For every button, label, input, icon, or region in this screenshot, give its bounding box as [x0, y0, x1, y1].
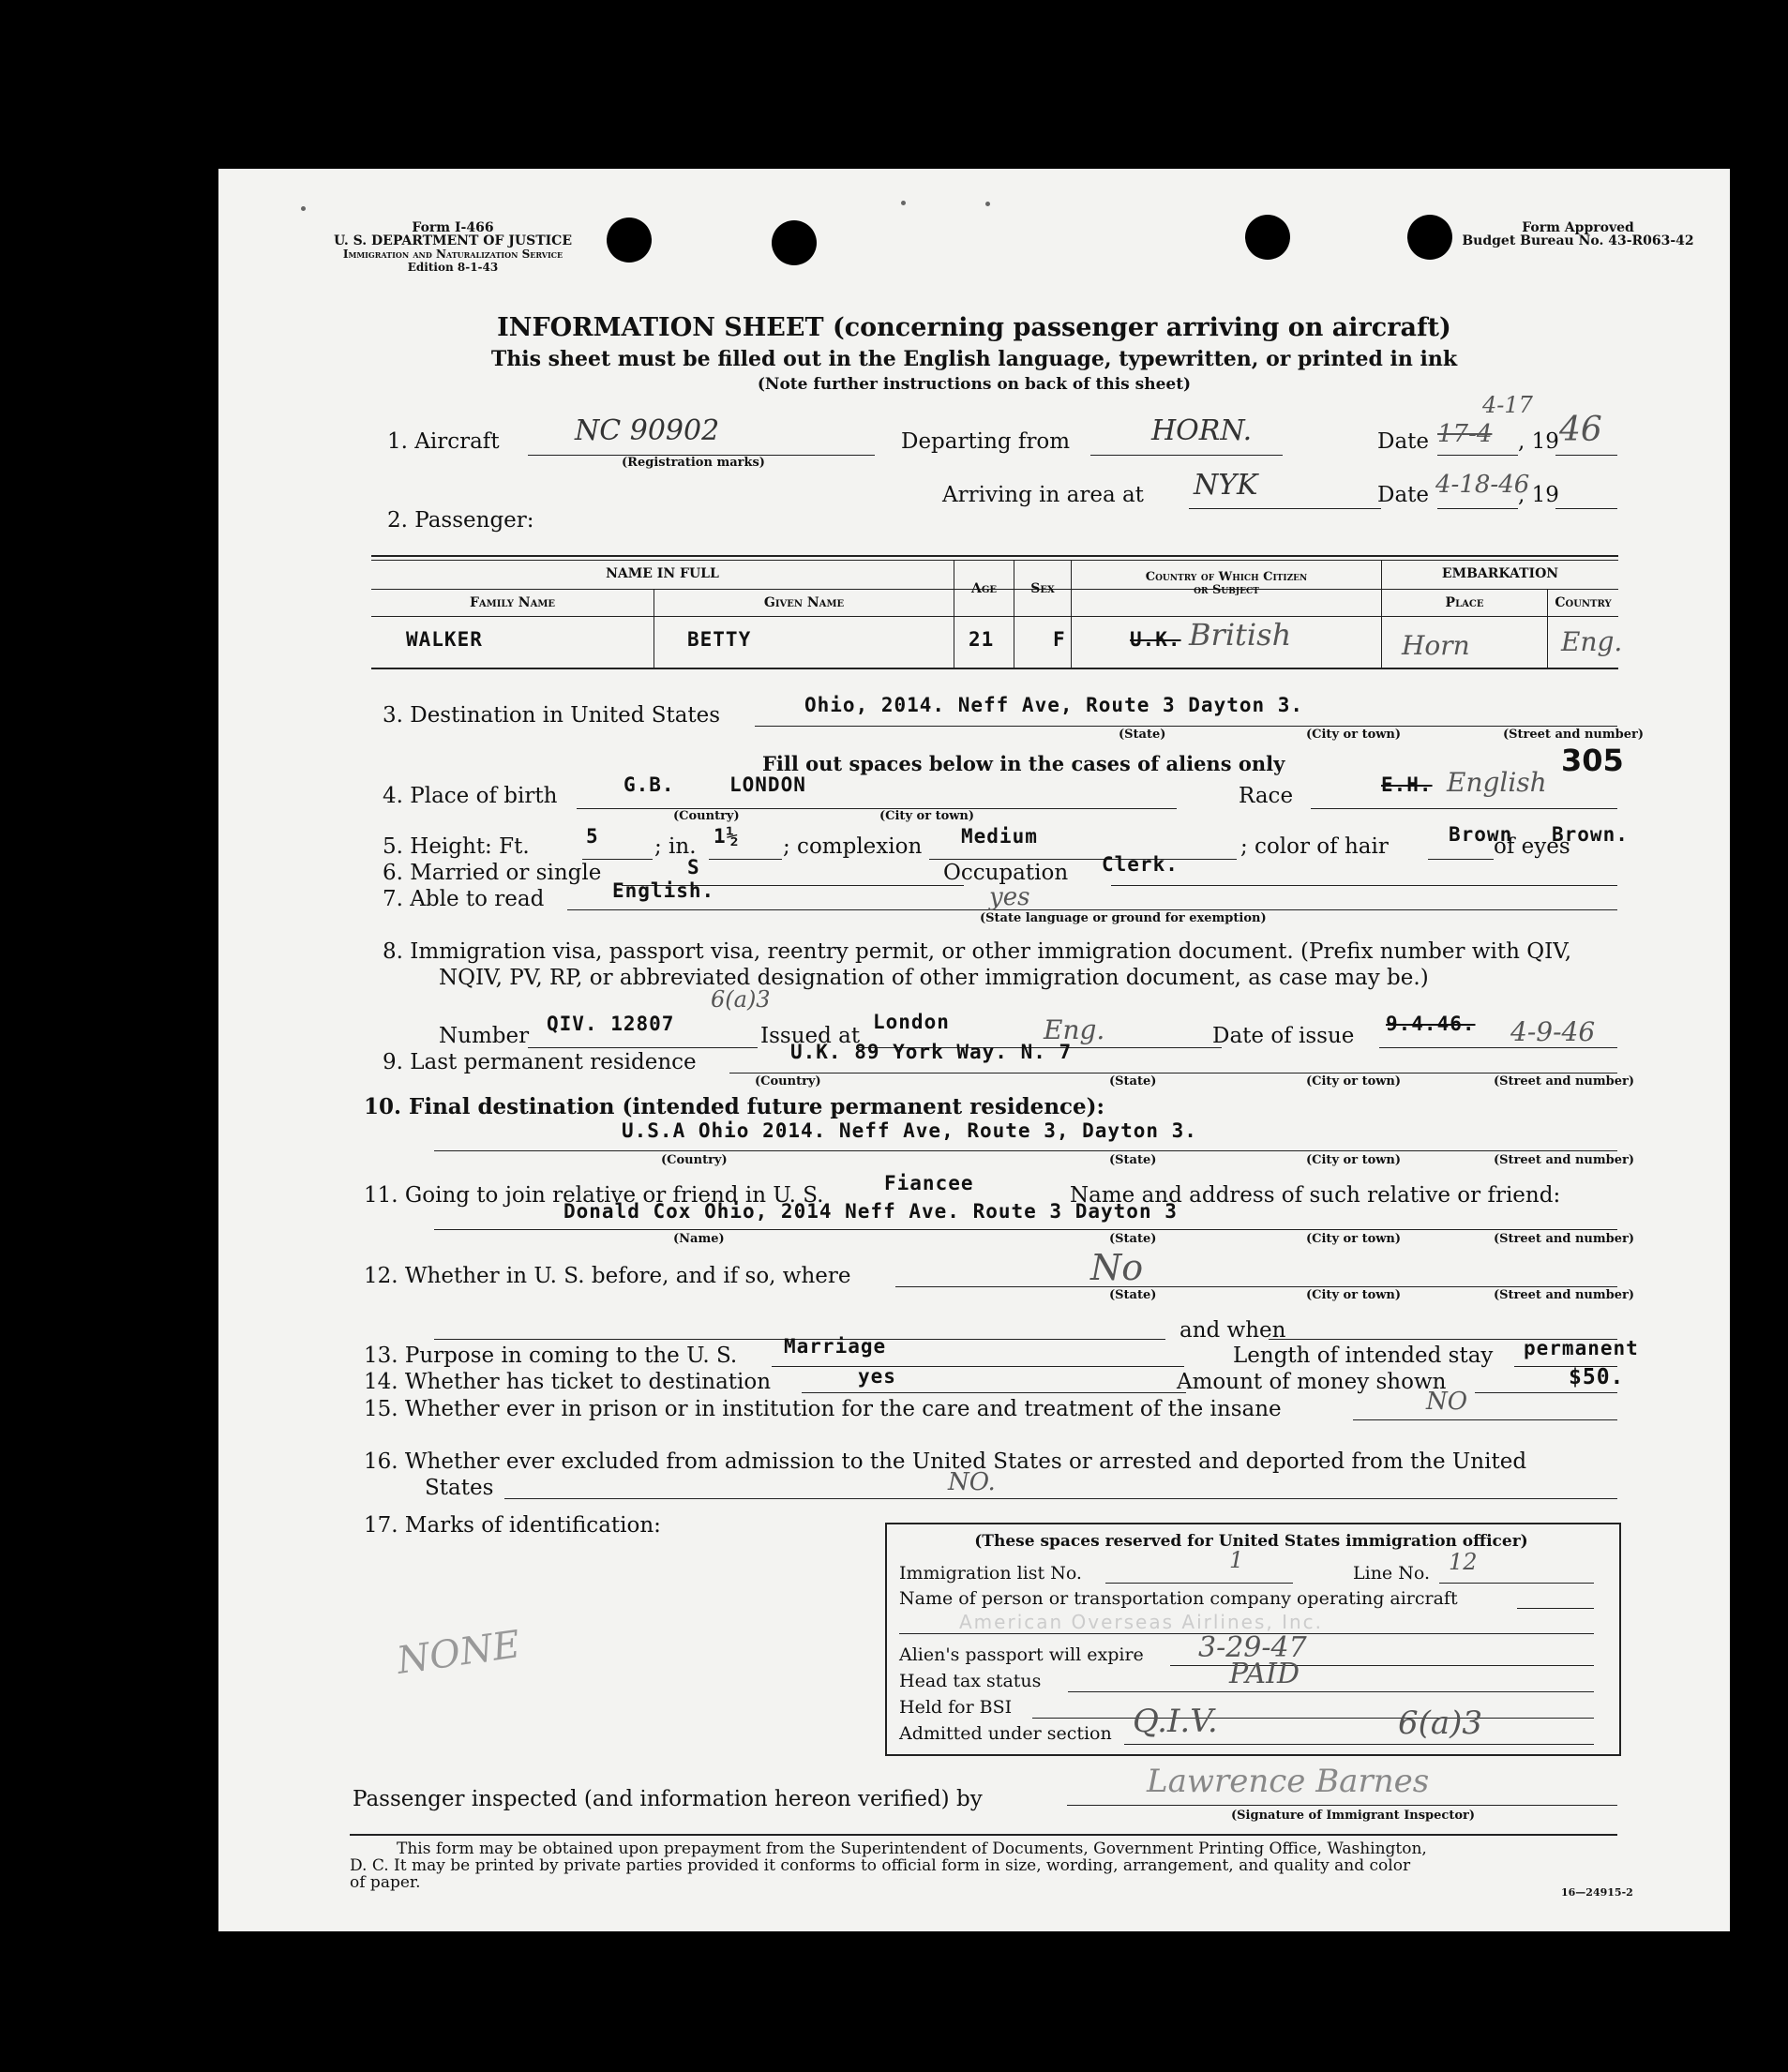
budget-number: Budget Bureau No. 43-R063-42	[1462, 233, 1694, 248]
embarkation-header: EMBARKATION	[1441, 566, 1559, 581]
form-subtitle: This sheet must be filled out in the English language, typewritten, or printed in ink	[490, 347, 1458, 371]
eyes-value: Brown.	[1552, 823, 1629, 846]
ticket-label: 14. Whether has ticket to destination	[364, 1370, 772, 1394]
inch-label: ; in.	[654, 834, 697, 859]
depart-year: 46	[1559, 411, 1602, 449]
visa-number-handwritten: 6(a)3	[711, 986, 771, 1013]
aircraft-value: NC 90902	[575, 414, 720, 447]
relative-label-b: Name and address of such relative or friend:	[1070, 1183, 1561, 1208]
age-header: Age	[970, 581, 998, 596]
money-label: Amount of money shown	[1177, 1370, 1447, 1394]
issue-date-struck: 9.4.46.	[1386, 1013, 1476, 1035]
inspector-signature: Lawrence Barnes	[1147, 1763, 1430, 1800]
birth-cap-country: (Country)	[673, 809, 740, 823]
before-cap-city: (City or town)	[1306, 1288, 1402, 1302]
before-when-label: and when	[1179, 1318, 1286, 1343]
before-cap-state: (State)	[1109, 1288, 1157, 1302]
footer-text-2: D. C. It may be printed by private parties provided it conforms to official form in size, wording, arrangement, and quality and color	[350, 1856, 1411, 1875]
footer-rule	[350, 1834, 1617, 1836]
occupation-label: Occupation	[943, 861, 1069, 885]
race-typed: E.H.	[1381, 773, 1433, 796]
section-value-b: 6(a)3	[1398, 1704, 1483, 1742]
residence-cap-country: (Country)	[755, 1074, 821, 1089]
line-no-value: 12	[1449, 1549, 1478, 1575]
height-in: 1½	[714, 825, 740, 848]
departing-label: Departing from	[901, 429, 1071, 454]
final-label: 10. Final destination (intended future permanent residence):	[364, 1094, 1105, 1119]
race-handwritten: English	[1447, 767, 1547, 798]
complexion-label: ; complexion	[783, 834, 923, 859]
final-value: U.S.A Ohio 2014. Neff Ave, Route 3, Dayton 3.	[622, 1119, 1197, 1142]
cap-city: (City or town)	[1306, 728, 1402, 742]
visa-number: QIV. 12807	[547, 1013, 675, 1035]
footer-text-1: This form may be obtained upon prepayment from the Superintendent of Documents, Government Printing Office, Washington,	[397, 1839, 1427, 1858]
excluded-label-1: 16. Whether ever excluded from admission to the United States or arrested and deported from the United	[364, 1449, 1527, 1474]
form-title: INFORMATION SHEET (concerning passenger arriving on aircraft)	[497, 313, 1451, 342]
passport-value: 3-29-47	[1198, 1631, 1307, 1664]
arriving-value: NYK	[1194, 469, 1258, 502]
ticket-value: yes	[858, 1365, 896, 1388]
tax-value: PAID	[1229, 1658, 1300, 1690]
service: Immigration and Naturalization Service	[342, 248, 563, 261]
aircraft-caption: (Registration marks)	[622, 456, 765, 470]
married-label: 6. Married or single	[383, 861, 602, 885]
form-note: (Note further instructions on back of this sheet)	[757, 375, 1192, 394]
embark-country-header: Country	[1555, 595, 1612, 610]
section-label: Admitted under section	[899, 1723, 1112, 1744]
read-handwritten: yes	[989, 883, 1030, 911]
race-label: Race	[1239, 784, 1294, 808]
final-cap-state: (State)	[1109, 1153, 1157, 1167]
relative-value: Donald Cox Ohio, 2014 Neff Ave. Route 3 Dayton 3	[563, 1200, 1178, 1223]
hair-value: Brown	[1449, 823, 1513, 846]
stamp-number: 305	[1561, 743, 1624, 778]
arrive-date: 4-18-46	[1435, 471, 1530, 499]
form-sheet	[218, 169, 1730, 1931]
purpose-label: 13. Purpose in coming to the U. S.	[364, 1344, 738, 1368]
read-value: English.	[612, 879, 715, 902]
before-cap-street: (Street and number)	[1494, 1288, 1634, 1302]
married-value: S	[687, 856, 700, 878]
punch-hole	[1407, 215, 1452, 260]
form-header-left	[218, 221, 687, 274]
aircraft-label: 1. Aircraft	[387, 429, 500, 454]
marks-label: 17. Marks of identification:	[364, 1513, 661, 1538]
approval-note: Form Approved	[1522, 220, 1634, 235]
arriving-label: Arriving in area at	[942, 483, 1144, 507]
residence-cap-street: (Street and number)	[1494, 1074, 1634, 1089]
passenger-label: 2. Passenger:	[387, 508, 534, 533]
relative-label-a: 11. Going to join relative or friend in U. S.	[364, 1183, 824, 1208]
birth-country: G.B.	[624, 773, 675, 796]
citizen-handwritten: British	[1189, 617, 1292, 653]
final-cap-city: (City or town)	[1306, 1153, 1402, 1167]
residence-cap-city: (City or town)	[1306, 1074, 1402, 1089]
family-name-header: Family Name	[469, 595, 556, 610]
age-value: 21	[969, 628, 995, 651]
birth-label: 4. Place of birth	[383, 784, 558, 808]
read-label: 7. Able to read	[383, 887, 545, 911]
arrive-year-prefix: , 19	[1518, 483, 1559, 507]
name-in-full-header: NAME IN FULL	[606, 566, 719, 581]
list-no-value: 1	[1229, 1547, 1244, 1573]
inspection-label: Passenger inspected (and information hereon verified) by	[353, 1787, 983, 1811]
passport-label: Alien's passport will expire	[899, 1644, 1144, 1665]
height-label: 5. Height: Ft.	[383, 834, 530, 859]
final-cap-country: (Country)	[661, 1153, 728, 1167]
relative-cap-name: (Name)	[673, 1232, 725, 1246]
residence-value: U.K. 89 York Way. N. 7	[790, 1041, 1073, 1063]
residence-label: 9. Last permanent residence	[383, 1050, 697, 1074]
line-no-label: Line No.	[1353, 1563, 1430, 1584]
depart-date-label: Date	[1377, 429, 1430, 454]
punch-hole	[772, 220, 817, 265]
arrive-date-label: Date	[1377, 483, 1430, 507]
destination-value: Ohio, 2014. Neff Ave, Route 3 Dayton 3.	[804, 694, 1304, 716]
print-code: 16—24915-2	[1561, 1886, 1633, 1899]
read-caption: (State language or ground for exemption)	[980, 911, 1267, 925]
given-name-value: BETTY	[687, 628, 752, 651]
cap-state: (State)	[1119, 728, 1166, 742]
department: U. S. DEPARTMENT OF JUSTICE	[333, 233, 572, 248]
depart-date-handwritten: 4-17	[1482, 392, 1533, 418]
destination-label: 3. Destination in United States	[383, 703, 721, 728]
issued-value: London	[873, 1011, 950, 1033]
depart-date-struck: 17-4	[1437, 420, 1493, 448]
operator-label: Name of person or transportation company operating aircraft	[899, 1588, 1458, 1609]
embark-place-header: Place	[1445, 595, 1484, 610]
depart-year-prefix: , 19	[1518, 429, 1559, 454]
given-name-header: Given Name	[763, 595, 845, 610]
final-cap-street: (Street and number)	[1494, 1153, 1634, 1167]
tax-label: Head tax status	[899, 1671, 1042, 1691]
operator-stamp: American Overseas Airlines, Inc.	[959, 1611, 1324, 1633]
issued-label: Issued at	[760, 1024, 861, 1048]
citizen-header: Country of Which Citizen	[1145, 570, 1308, 584]
residence-cap-state: (State)	[1109, 1074, 1157, 1089]
visa-label-1: 8. Immigration visa, passport visa, reentry permit, or other immigration document. (Prefix number with QIV,	[383, 939, 1572, 964]
embark-country-value: Eng.	[1561, 626, 1623, 657]
stay-label: Length of intended stay	[1233, 1344, 1494, 1368]
speck	[985, 202, 990, 206]
issue-date-handwritten: 4-9-46	[1510, 1016, 1596, 1047]
departing-value: HORN.	[1151, 414, 1253, 447]
footer-text-3: of paper.	[350, 1873, 421, 1892]
bsi-label: Held for BSI	[899, 1697, 1013, 1718]
relative-cap-street: (Street and number)	[1494, 1232, 1634, 1246]
stay-value: permanent	[1524, 1337, 1639, 1359]
embark-place-value: Horn	[1402, 630, 1470, 661]
eyes-label: of eyes	[1494, 834, 1570, 859]
prison-value: NO	[1426, 1388, 1468, 1416]
citizen-header-2: or Subject	[1194, 583, 1259, 597]
marks-value: NONE	[394, 1623, 523, 1683]
speck	[901, 201, 906, 205]
occupation-value: Clerk.	[1102, 853, 1179, 876]
edition: Edition 8-1-43	[407, 261, 499, 274]
prison-label: 15. Whether ever in prison or in institution for the care and treatment of the insane	[364, 1397, 1282, 1421]
aliens-heading: Fill out spaces below in the cases of aliens only	[762, 752, 1285, 775]
signature-caption: (Signature of Immigrant Inspector)	[1231, 1809, 1476, 1823]
section-value-a: Q.I.V.	[1133, 1703, 1218, 1740]
punch-hole	[1245, 215, 1290, 260]
before-value: No	[1090, 1247, 1144, 1288]
relative-cap-city: (City or town)	[1306, 1232, 1402, 1246]
form-number: Form I-466	[412, 220, 494, 235]
sex-value: F	[1053, 628, 1066, 651]
complexion-value: Medium	[961, 825, 1038, 848]
purpose-value: Marriage	[784, 1335, 887, 1358]
sex-header: Sex	[1030, 581, 1055, 596]
issue-date-label: Date of issue	[1212, 1024, 1355, 1048]
relative-relation: Fiancee	[884, 1172, 974, 1194]
citizen-typed: U.K.	[1130, 628, 1181, 651]
hair-label: ; color of hair	[1240, 834, 1389, 859]
height-ft: 5	[586, 825, 599, 848]
money-value: $50.	[1569, 1365, 1625, 1389]
visa-number-label: Number	[439, 1024, 530, 1048]
excluded-value: NO.	[948, 1468, 996, 1496]
officer-heading: (These spaces reserved for United States immigration officer)	[974, 1532, 1528, 1551]
excluded-label-2: States	[425, 1476, 494, 1500]
birth-city: LONDON	[729, 773, 806, 796]
relative-cap-state: (State)	[1109, 1232, 1157, 1246]
birth-cap-city: (City or town)	[879, 809, 975, 823]
form-header-right	[1456, 221, 1700, 248]
family-name-value: WALKER	[406, 628, 483, 651]
issued-handwritten: Eng.	[1044, 1014, 1105, 1045]
cap-street: (Street and number)	[1503, 728, 1644, 742]
list-no-label: Immigration list No.	[899, 1563, 1082, 1584]
speck	[301, 206, 306, 211]
before-label: 12. Whether in U. S. before, and if so, where	[364, 1264, 851, 1288]
visa-label-2: NQIV, PV, RP, or abbreviated designation of other immigration document, as case may be.)	[439, 966, 1429, 990]
